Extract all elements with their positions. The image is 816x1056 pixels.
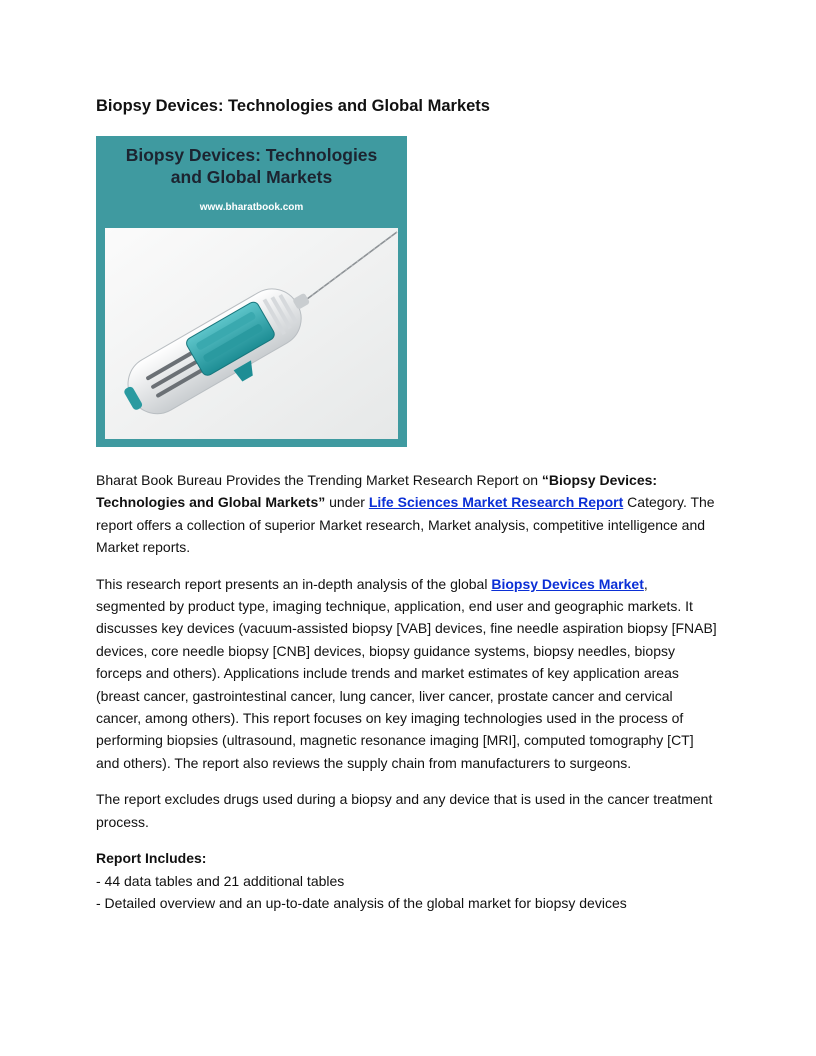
intro-text-a: Bharat Book Bureau Provides the Trending Market Research Report on (96, 472, 542, 488)
exclusions-paragraph: The report excludes drugs used during a biopsy and any device that is used in the cancer treatment process. (96, 791, 713, 830)
cover-title-line2: and Global Markets (170, 167, 333, 187)
report-includes-heading: Report Includes: (96, 850, 207, 867)
life-sciences-category-link[interactable]: Life Sciences Market Research Report (368, 494, 624, 511)
report-name: “Biopsy Devices: Technologies and Global Markets” (96, 472, 658, 511)
analysis-text-a: This research report presents an in-depth analysis of the global (96, 575, 492, 592)
list-item: - 44 data tables and 21 additional tables (96, 872, 345, 889)
intro-paragraph (96, 469, 720, 559)
page-title: Biopsy Devices: Technologies and Global Markets (96, 97, 490, 115)
cover-url: www.bharatbook.com (199, 202, 304, 213)
intro-text-b: under (325, 494, 369, 511)
intro-text-c: Category. The report offers a collection of superior Market research, Market analysis, competitive intelligence and Market reports. (96, 494, 715, 556)
analysis-paragraph (96, 573, 720, 775)
biopsy-devices-market-link[interactable]: Biopsy Devices Market (491, 575, 644, 592)
list-item: - Detailed overview and an up-to-date analysis of the global market for biopsy devices (96, 894, 627, 911)
biopsy-device-photo (105, 228, 398, 439)
report-body (96, 469, 720, 928)
cover-title (96, 144, 407, 188)
biopsy-device-illustration (105, 228, 398, 439)
cover-title-line1: Biopsy Devices: Technologies (125, 145, 378, 165)
cover-image (96, 136, 407, 447)
analysis-text-b: , segmented by product type, imaging technique, application, end user and geographic markets. It discusses key devices (vacuum-assisted biopsy [VAB] devices, fine needle aspiration biopsy [FNAB] devices, core needle biopsy [CNB] devices, biopsy guidance systems, biopsy needles, biopsy forceps and others). Applications include trends and market estimates of key application areas (breast cancer, gastrointestinal cancer, lung cancer, liver cancer, prostate cancer and cervical cancer, among others). This report focuses on key imaging technologies used in the process of performing biopsies (ultrasound, magnetic resonance imaging [MRI], computed tomography [CT] and others). The report also reviews the supply chain from manufacturers to surgeons. (96, 575, 717, 771)
report-includes-section (96, 847, 720, 914)
